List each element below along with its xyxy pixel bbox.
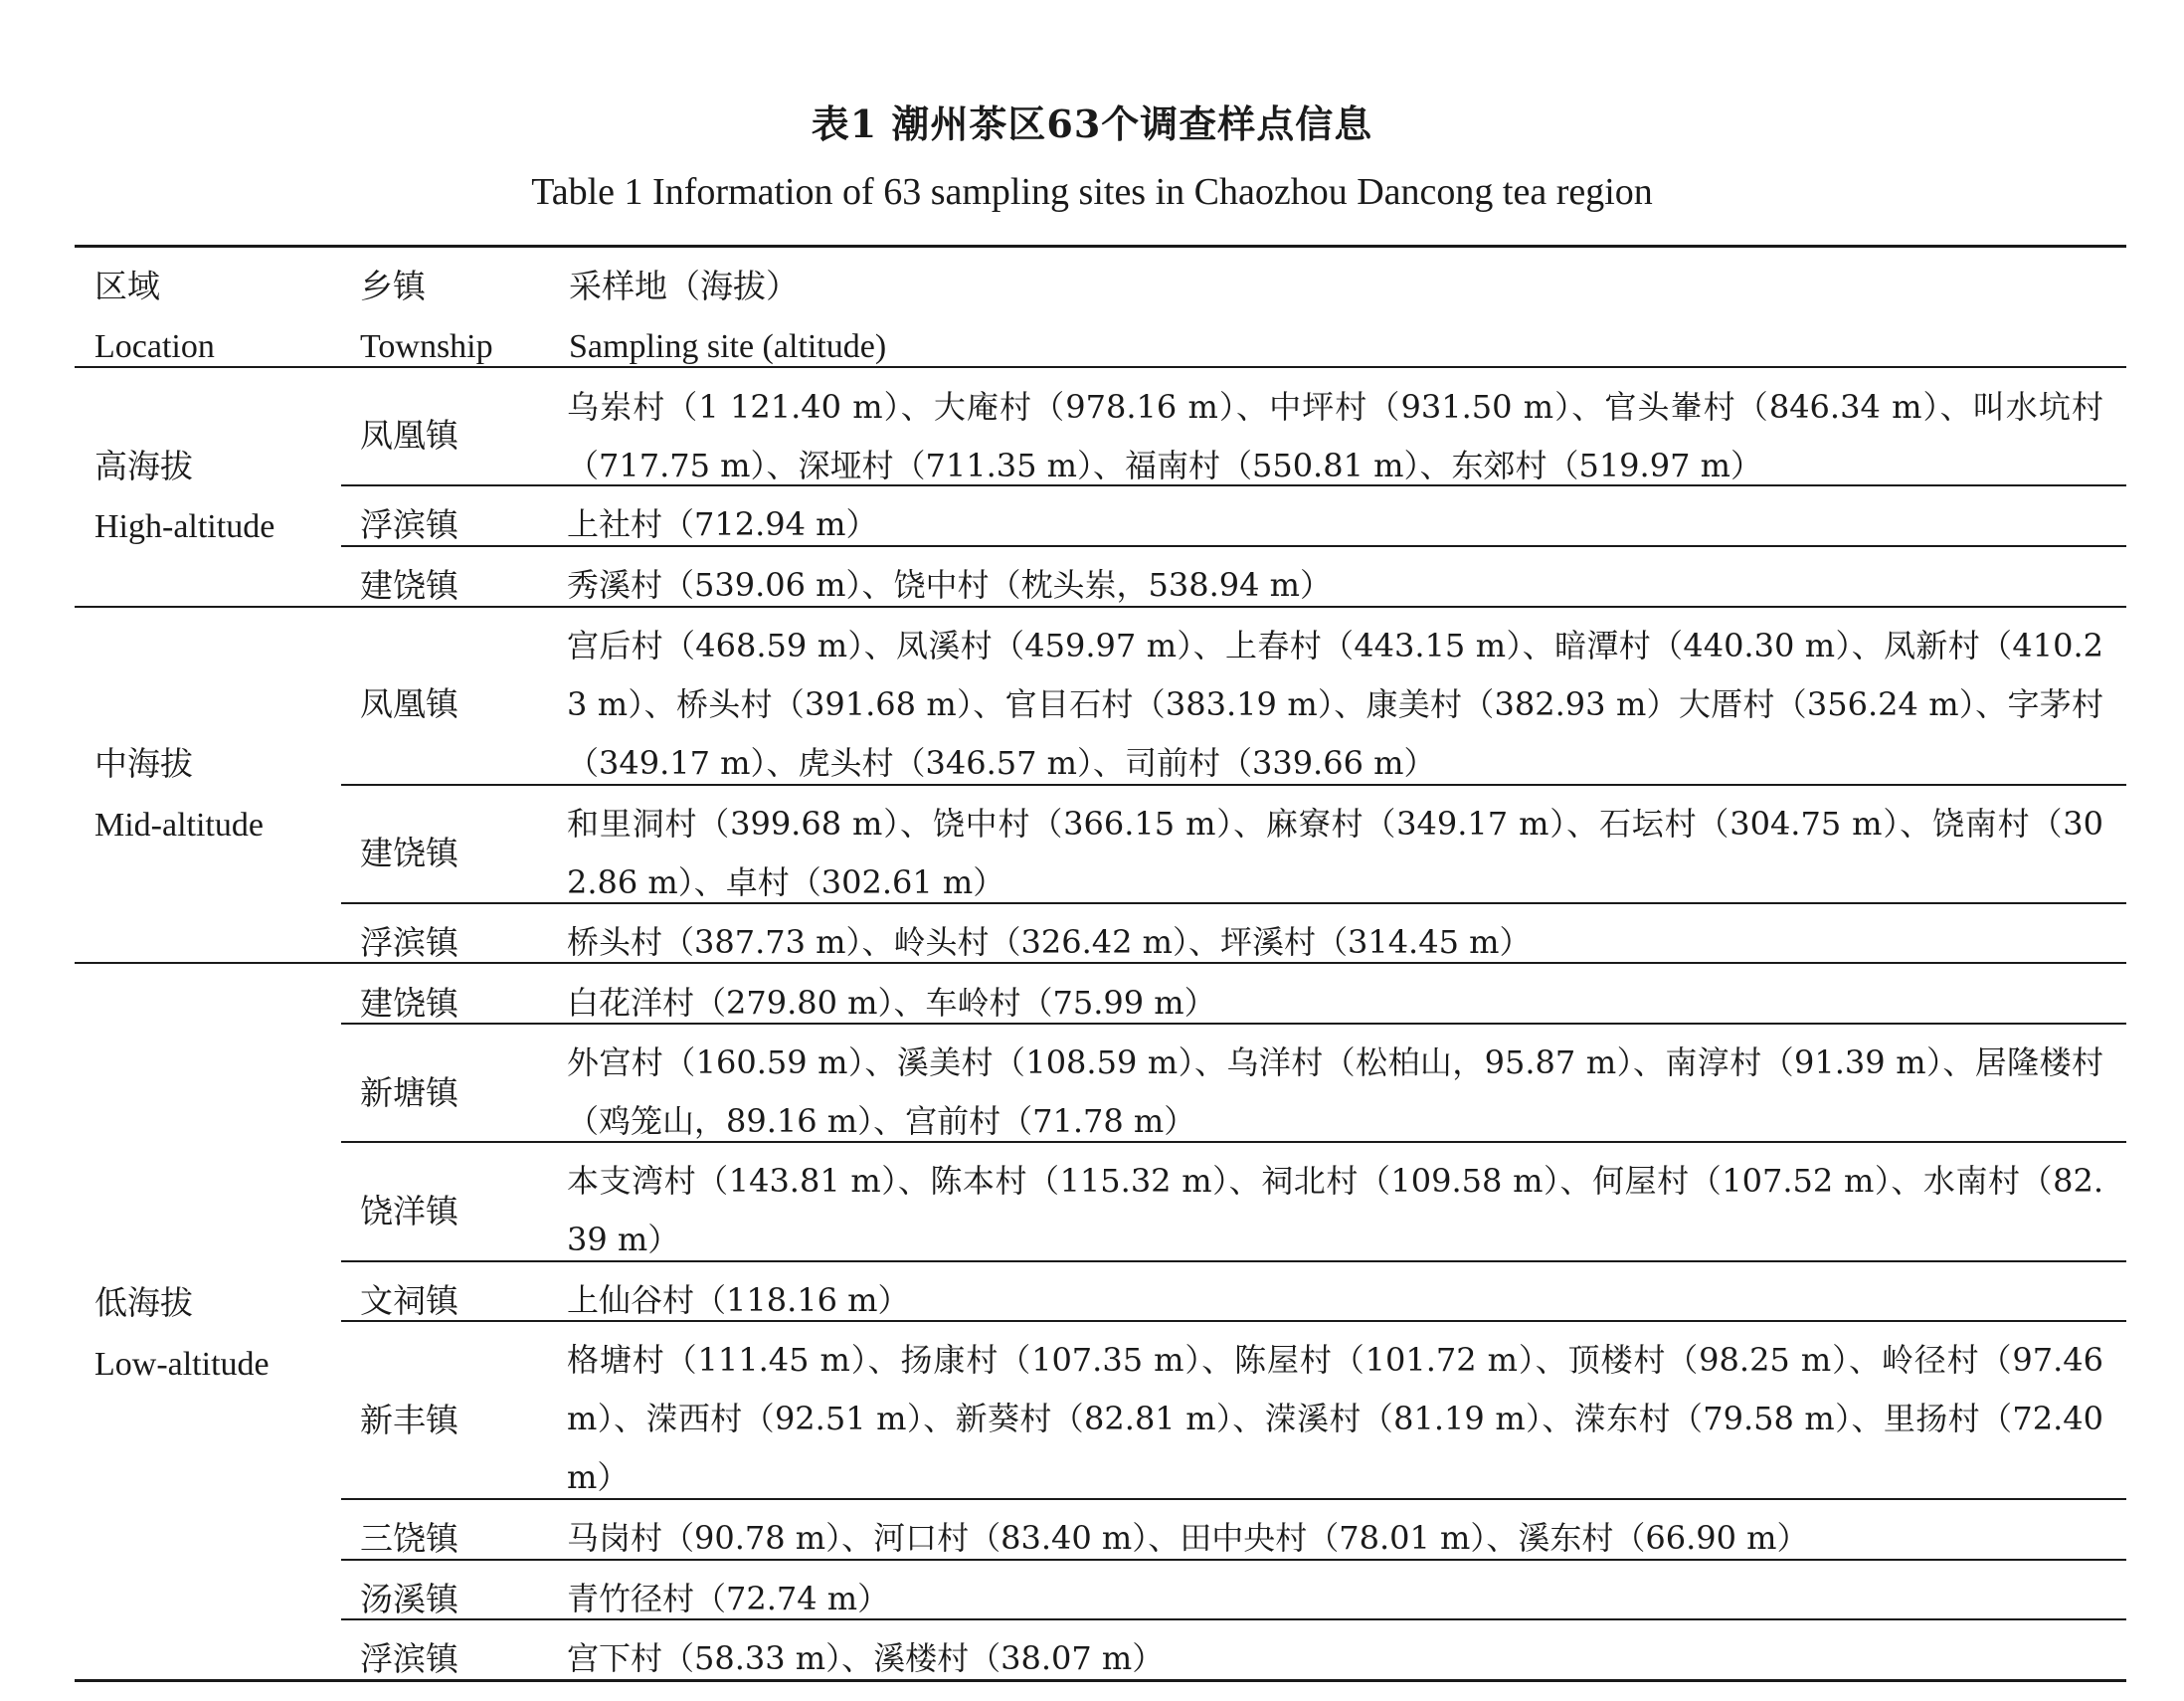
township-cell: 浮滨镇: [360, 923, 458, 962]
township-cell: 新丰镇: [360, 1401, 458, 1439]
township-cell: 建饶镇: [360, 834, 458, 872]
location-label-cn: 高海拔: [94, 447, 193, 485]
township-cell: 凤凰镇: [360, 416, 458, 455]
township-cell: 文祠镇: [360, 1281, 458, 1320]
sampling-sites-cell: 宫下村（58.33 m）、溪楼村（38.07 m）: [567, 1639, 1165, 1677]
township-cell: 建饶镇: [360, 984, 458, 1023]
location-label-en: High-altitude: [94, 508, 275, 545]
location-label-cn: 中海拔: [94, 744, 193, 783]
header-rule: [75, 366, 2126, 368]
table-title-english: Table 1 Information of 63 sampling sites in Chaozhou Dancong tea region: [531, 171, 1653, 213]
header-township-en: Township: [360, 328, 493, 365]
header-location-cn: 区域: [94, 267, 160, 305]
township-cell: 凤凰镇: [360, 684, 458, 723]
township-cell: 三饶镇: [360, 1519, 458, 1558]
sampling-sites-cell: 上仙谷村（118.16 m）: [567, 1281, 910, 1319]
sampling-sites-cell: 外宫村（160.59 m）、溪美村（108.59 m）、乌洋村（松柏山，95.87 m）、南淳村（91.39 m）、居隆楼村（鸡笼山，89.16 m）、宫前村（71.78 m）: [567, 1043, 2103, 1140]
township-cell: 饶洋镇: [360, 1192, 458, 1230]
township-cell: 新塘镇: [360, 1073, 458, 1112]
sampling-sites-cell: 宫后村（468.59 m）、凤溪村（459.97 m）、上春村（443.15 m）、暗潭村（440.30 m）、凤新村（410.23 m）、桥头村（391.68 m）、官目石村（383.19 m）、康美村（382.93 m）大厝村（356.24 m）、字茅村（349.17 m）、虎头村（346.57 m）、司前村（339.66 m）: [567, 627, 2103, 782]
location-label-en: Mid-altitude: [94, 807, 264, 844]
township-cell: 汤溪镇: [360, 1580, 458, 1618]
sampling-sites-cell: 马岗村（90.78 m）、河口村（83.40 m）、田中央村（78.01 m）、溪东村（66.90 m）: [567, 1519, 1809, 1557]
township-cell: 浮滨镇: [360, 505, 458, 544]
sampling-sites-cell: 秀溪村（539.06 m）、饶中村（枕头岽，538.94 m）: [567, 566, 1332, 604]
township-cell: 浮滨镇: [360, 1639, 458, 1678]
header-township-cn: 乡镇: [360, 267, 426, 305]
sampling-sites-cell: 白花洋村（279.80 m）、车岭村（75.99 m）: [567, 984, 1216, 1022]
sampling-sites-cell: 乌岽村（1 121.40 m）、大庵村（978.16 m）、中坪村（931.50 m）、官头輋村（846.34 m）、叫水坑村（717.75 m）、深垭村（711.35 m）、福南村（550.81 m）、东郊村（519.97 m）: [567, 388, 2103, 484]
sampling-sites-cell: 桥头村（387.73 m）、岭头村（326.42 m）、坪溪村（314.45 m）: [567, 923, 1532, 961]
header-site-cn: 采样地（海拔）: [569, 267, 799, 305]
sampling-sites-cell: 本支湾村（143.81 m）、陈本村（115.32 m）、祠北村（109.58 m）、何屋村（107.52 m）、水南村（82.39 m）: [567, 1162, 2103, 1258]
header-location-en: Location: [94, 328, 215, 365]
location-label-cn: 低海拔: [94, 1283, 193, 1322]
header-site-en: Sampling site (altitude): [569, 328, 887, 365]
location-label-en: Low-altitude: [94, 1346, 270, 1383]
sampling-sites-cell: 上社村（712.94 m）: [567, 505, 878, 543]
sampling-sites-cell: 和里洞村（399.68 m）、饶中村（366.15 m）、麻寮村（349.17 m）、石坛村（304.75 m）、饶南村（302.86 m）、卓村（302.61 m）: [567, 805, 2103, 901]
sampling-sites-cell: 格塘村（111.45 m）、扬康村（107.35 m）、陈屋村（101.72 m）、顶楼村（98.25 m）、岭径村（97.46 m）、溁西村（92.51 m）、新葵村（82.81 m）、溁溪村（81.19 m）、溁东村（79.58 m）、里扬村（72.40 m）: [567, 1341, 2103, 1496]
table-title-chinese: 表1 潮州茶区63个调查样点信息: [811, 101, 1373, 146]
sampling-sites-cell: 青竹径村（72.74 m）: [567, 1580, 890, 1617]
township-cell: 建饶镇: [360, 566, 458, 605]
top-rule: [75, 245, 2126, 248]
